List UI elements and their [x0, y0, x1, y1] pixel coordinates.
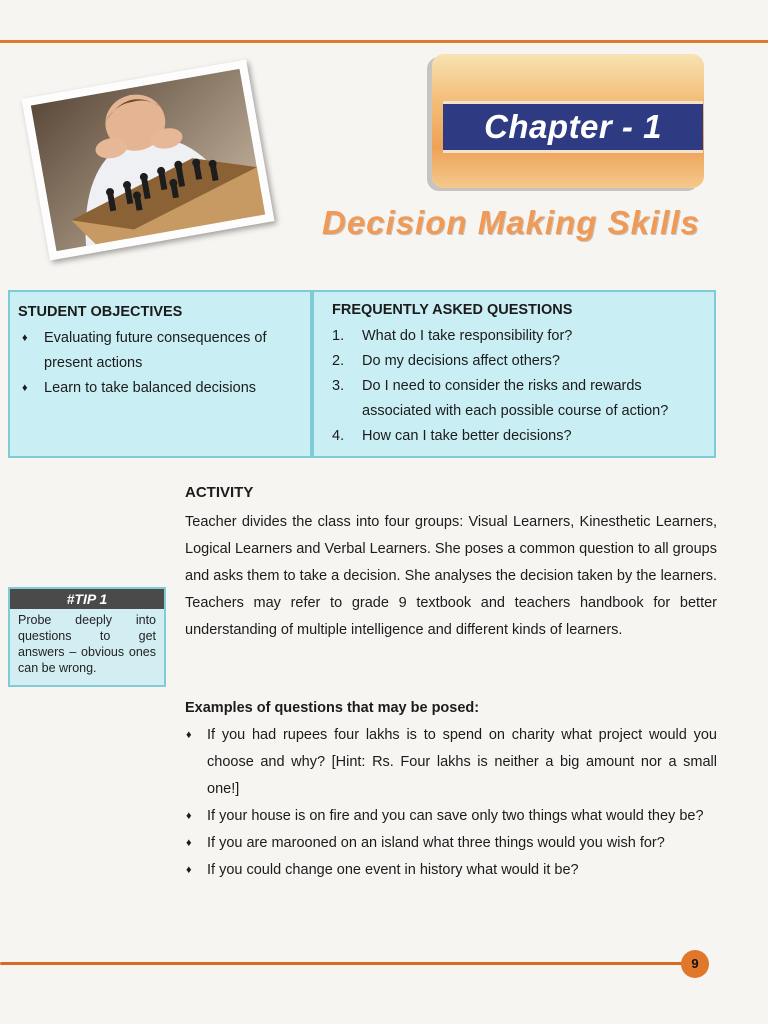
- bullet-icon: ♦: [186, 810, 192, 822]
- example-item: [185, 857, 717, 884]
- tip-box: [8, 587, 166, 687]
- example-text: If your house is on fire and you can save only two things what would they be?: [207, 808, 704, 824]
- examples-section: [185, 700, 717, 884]
- bullet-icon: ♦: [22, 382, 28, 394]
- tip-text: Probe deeply into questions to get answers – obvious ones can be wrong.: [18, 613, 156, 675]
- faq-number: 3.: [332, 378, 345, 394]
- examples-heading: Examples of questions that may be posed:: [185, 700, 480, 716]
- bullet-icon: ♦: [186, 864, 192, 876]
- faq-number: 1.: [332, 328, 345, 344]
- chess-boy-image: [31, 69, 265, 252]
- example-text: If you could change one event in history what would it be?: [207, 862, 579, 878]
- faq-heading: FREQUENTLY ASKED QUESTIONS: [332, 302, 573, 318]
- example-text: If you are marooned on an island what three things would you wish for?: [207, 835, 665, 851]
- activity-section: [185, 484, 717, 644]
- chapter-label: Chapter - 1: [484, 108, 662, 145]
- bullet-icon: ♦: [186, 837, 192, 849]
- faq-item: [332, 349, 712, 374]
- activity-text: Teacher divides the class into four groups: Visual Learners, Kinesthetic Learners, Logical Learners and Verbal Learners. She poses a common question to all groups and asks them to take a decision. She analyses the decision taken by the learners. Teachers may refer to grade 9 textbook and teachers handbook for better understanding of multiple intelligence and different kinds of learners.: [185, 514, 717, 638]
- example-item: [185, 803, 717, 830]
- faq-text: Do my decisions affect others?: [362, 353, 560, 369]
- faq-section: [332, 302, 712, 449]
- bottom-rule: [0, 962, 690, 965]
- chapter-title: Decision Making Skills: [322, 204, 700, 241]
- tip-title: #TIP 1: [10, 589, 164, 609]
- faq-text: What do I take responsibility for?: [362, 328, 573, 344]
- example-text: If you had rupees four lakhs is to spend on charity what project would you choose and why? [Hint: Rs. Four lakhs is neither a big amount nor a small one!]: [207, 727, 717, 797]
- chess-photo: [21, 59, 274, 260]
- objectives-heading: STUDENT OBJECTIVES: [18, 304, 183, 320]
- objectives-faq-box: [8, 290, 716, 458]
- page-number: 9: [681, 950, 709, 978]
- bullet-icon: ♦: [22, 332, 28, 344]
- faq-number: 2.: [332, 353, 345, 369]
- bullet-icon: ♦: [186, 729, 192, 741]
- box-divider: [310, 292, 314, 456]
- objective-text: Evaluating future consequences of present actions: [44, 330, 267, 371]
- objective-text: Learn to take balanced decisions: [44, 380, 257, 396]
- objective-item: [18, 376, 303, 401]
- example-item: [185, 722, 717, 803]
- objective-item: [18, 326, 303, 376]
- faq-item: [332, 324, 712, 349]
- faq-text: Do I need to consider the risks and rewards associated with each possible course of action?: [362, 378, 669, 419]
- activity-heading: ACTIVITY: [185, 484, 254, 501]
- faq-item: [332, 374, 712, 424]
- faq-text: How can I take better decisions?: [362, 428, 572, 444]
- faq-number: 4.: [332, 428, 345, 444]
- chapter-banner: [443, 101, 703, 153]
- faq-item: [332, 424, 712, 449]
- example-item: [185, 830, 717, 857]
- top-rule: [0, 40, 768, 43]
- student-objectives: [18, 304, 303, 401]
